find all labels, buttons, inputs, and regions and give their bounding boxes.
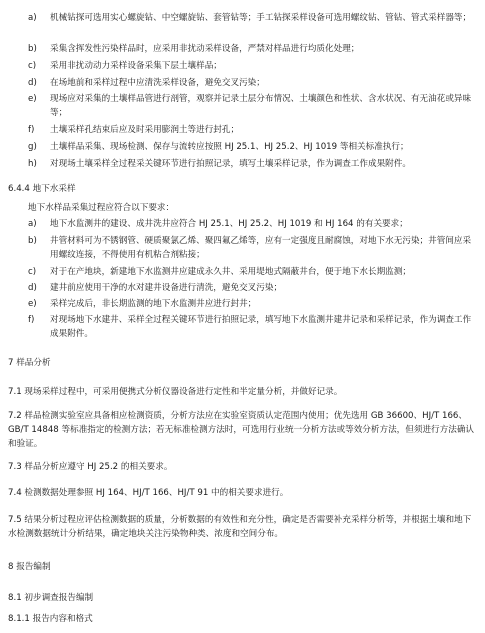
list-item <box>28 59 476 73</box>
list-text: 采样完成后，非长期监测的地下水监测井应进行封井； <box>50 299 257 309</box>
list-text: 对于在产地块，新建地下水监测井应建成永久井、采用堤地式隔蔽井台，便于地下水长期监测； <box>50 267 411 277</box>
list-text: 对现场土壤采样全过程采关键环节进行拍照记录，填写土壤采样记录，作为调查工作成果附件。 <box>50 159 411 169</box>
list-item <box>28 157 476 171</box>
list-marker: e) <box>28 94 37 104</box>
list-text: 井管材料可为不锈钢管、硬质聚氯乙烯、聚四氟乙烯等，应有一定强度且耐腐蚀，对地下水无污染；井管间应采用螺纹连接，不得使用有机粘合剂粘接； <box>50 236 472 260</box>
list-text: 建井前应使用干净的水对建井设备进行清洗，避免交叉污染； <box>50 283 283 293</box>
paragraph-7-2: 7.2 样品检测实验室应具备相应检测资质，分析方法应在实验室资质认定范围内使用；优先选用 GB 36600、HJ/T 166、GB/T 14848 等标准指定的检测方法；若无标准检测方法时，可选用行业统一分析方法或等效分析方法，但须进行方法确认和验证。 <box>8 411 475 449</box>
list-text: 采用非扰动动力采样设备采集下层土壤样品； <box>50 61 222 71</box>
list-marker: d) <box>28 78 37 88</box>
paragraph-7-1: 7.1 现场采样过程中，可采用便携式分析仪器设备进行定性和半定量分析，并做好记录。 <box>8 387 343 397</box>
list-item <box>28 217 476 231</box>
list-text: 地下水监测井的建设、成井洗井应符合 HJ 25.1、HJ 25.2、HJ 1019 和 HJ 164 的有关要求； <box>50 219 408 229</box>
list-marker: e) <box>28 299 37 309</box>
list-item <box>28 297 476 311</box>
list-item <box>28 140 476 154</box>
list-item <box>28 76 476 90</box>
list-item <box>28 281 476 295</box>
list-text: 机械钻探可选用实心螺旋钻、中空螺旋钻、套管钻等；手工钻探采样设备可选用螺纹钻、管钻、管式采样器等； <box>50 13 472 23</box>
section-heading-6-4-4: 6.4.4 地下水采样 <box>8 184 76 194</box>
list-text: 土壤采样孔结束后应及时采用膨润土等进行封孔； <box>50 125 240 135</box>
list-item <box>28 11 476 25</box>
list-text: 采集含挥发性污染样品时，应采用非扰动采样设备，严禁对样品进行均质化处理； <box>50 44 360 54</box>
list-text: 现场应对采集的土壤样品管进行剖管，观察并记录土层分布情况、土壤颜色和性状、含水状况、有无油花或异味等； <box>50 94 472 118</box>
list-marker: f) <box>28 125 35 135</box>
section-heading-7: 7 样品分析 <box>8 358 51 368</box>
list-item <box>28 42 476 56</box>
list-text: 对现场地下水建井、采样全过程关键环节进行拍照记录，填写地下水监测井建井记录和采样记录，作为调查工作成果附件。 <box>50 315 472 339</box>
list-marker: c) <box>28 61 37 71</box>
list-item <box>28 313 476 341</box>
list-marker: g) <box>28 142 37 152</box>
paragraph-7-3: 7.3 样品分析应遵守 HJ 25.2 的相关要求。 <box>8 462 173 472</box>
list-marker: a) <box>28 13 37 23</box>
list-marker: c) <box>28 267 37 277</box>
list-item <box>28 123 476 137</box>
list-marker: h) <box>28 159 37 169</box>
list-marker: d) <box>28 283 37 293</box>
list-text: 土壤样品采集、现场检测、保存与流转应按照 HJ 25.1、HJ 25.2、HJ 1019 等相关标准执行； <box>50 142 409 152</box>
section-heading-8-1-1: 8.1.1 报告内容和格式 <box>8 614 93 624</box>
list-text: 在场地前和采样过程中应清洗采样设备，避免交叉污染； <box>50 78 265 88</box>
paragraph-7-5: 7.5 结果分析过程应评估检测数据的质量，分析数据的有效性和充分性，确定是否需要补充采样分析等，并根据土壤和地下水检测数据统计分析结果，确定地块关注污染物种类、浓度和空间分布。 <box>8 515 472 539</box>
list-item <box>28 234 476 262</box>
list-item <box>28 92 476 120</box>
list-item <box>28 265 476 279</box>
paragraph: 地下水样品采集过程应符合以下要求： <box>28 203 175 213</box>
section-heading-8-1: 8.1 初步调查报告编制 <box>8 593 94 603</box>
list-marker: a) <box>28 219 37 229</box>
section-heading-8: 8 报告编制 <box>8 562 51 572</box>
paragraph-7-4: 7.4 检测数据处理参照 HJ 164、HJ/T 166、HJ/T 91 中的相关要求进行。 <box>8 488 289 498</box>
list-marker: b) <box>28 44 37 54</box>
list-marker: b) <box>28 236 37 246</box>
list-marker: f) <box>28 315 35 325</box>
